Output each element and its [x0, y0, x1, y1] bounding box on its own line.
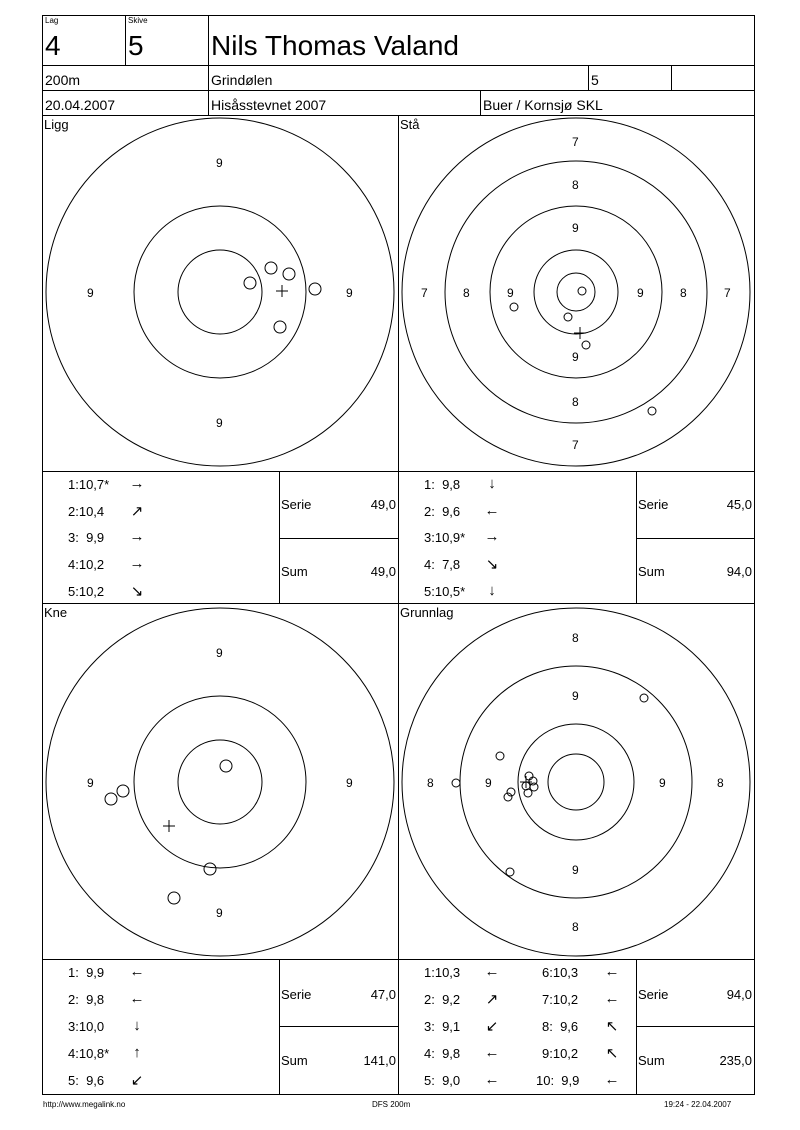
- shot-hole: [274, 321, 286, 333]
- footer-url[interactable]: http://www.megalink.no: [43, 1100, 126, 1109]
- arrow-west-icon: ←: [484, 963, 500, 980]
- ring-label: 9: [572, 689, 579, 703]
- arrow-west-icon: ←: [129, 990, 145, 1007]
- serie-label: Serie: [281, 497, 312, 512]
- serie-value: 45,0: [726, 497, 752, 512]
- shot-score: 9:10,2: [542, 1046, 579, 1061]
- serie-label: Serie: [281, 987, 312, 1002]
- skive-label: Skive: [128, 16, 148, 25]
- sum-label: Sum: [281, 1053, 308, 1068]
- shot-hole: [117, 785, 129, 797]
- shot-score: 4:10,2: [68, 557, 105, 572]
- ring-label: 7: [421, 286, 428, 300]
- serie-value: 49,0: [370, 497, 396, 512]
- ring-label: 9: [216, 156, 223, 170]
- arrow-west-icon: ←: [129, 963, 145, 980]
- event-name: Hisåsstevnet 2007: [211, 97, 327, 113]
- sum-value: 235,0: [719, 1053, 752, 1068]
- ring-label: 9: [485, 776, 492, 790]
- shot-score: 3: 9,1: [424, 1019, 461, 1034]
- ring-label: 8: [680, 286, 687, 300]
- ring-label: 9: [346, 286, 353, 300]
- shot-score: 4: 7,8: [424, 557, 461, 572]
- shot-score: 3: 9,9: [68, 530, 105, 545]
- arrow-west-icon: ←: [604, 1071, 620, 1088]
- arrow-northeast-icon: ↗: [130, 503, 144, 520]
- lag-label: Lag: [45, 16, 59, 25]
- shot-hole: [265, 262, 277, 274]
- shot-hole: [640, 694, 648, 702]
- sum-value: 49,0: [370, 564, 396, 579]
- shot-hole: [524, 789, 532, 797]
- shot-score: 2: 9,8: [68, 992, 105, 1007]
- shot-score: 3:10,9*: [424, 530, 466, 545]
- shot-hole: [510, 303, 518, 311]
- arrow-southwest-icon: ↙: [485, 1018, 499, 1035]
- ring-label: 8: [717, 776, 724, 790]
- shot-score: 4:10,8*: [68, 1046, 110, 1061]
- sum-value: 94,0: [726, 564, 752, 579]
- serie-value: 94,0: [726, 987, 752, 1002]
- ring-label: 9: [572, 863, 579, 877]
- ring-label: 7: [724, 286, 731, 300]
- ring-label: 9: [216, 416, 223, 430]
- panel-title-sta: Stå: [400, 117, 420, 132]
- shot-score: 2:10,4: [68, 504, 105, 519]
- footer-program: DFS 200m: [372, 1100, 411, 1109]
- shot-score: 1: 9,9: [68, 965, 105, 980]
- target-grunnlag: [402, 608, 750, 956]
- ring-label: 9: [87, 776, 94, 790]
- shot-score: 3:10,0: [68, 1019, 105, 1034]
- arrow-east-icon: →: [129, 528, 145, 545]
- shot-score: 6:10,3: [542, 965, 579, 980]
- shot-hole: [648, 407, 656, 415]
- shot-score: 2: 9,2: [424, 992, 461, 1007]
- shot-hole: [452, 779, 460, 787]
- shot-hole: [564, 313, 572, 321]
- arrow-east-icon: →: [129, 555, 145, 572]
- ring-label: 8: [572, 395, 579, 409]
- panel-title-kne: Kne: [44, 605, 68, 620]
- ring-label: 7: [572, 135, 579, 149]
- target-kne: [46, 608, 394, 956]
- arrow-west-icon: ←: [604, 990, 620, 1007]
- shot-score: 1: 9,8: [424, 477, 461, 492]
- arrow-west-icon: ←: [484, 1044, 500, 1061]
- arrow-southeast-icon: ↘: [130, 583, 144, 600]
- sum-label: Sum: [638, 1053, 665, 1068]
- serie-label: Serie: [638, 497, 669, 512]
- shot-score: 7:10,2: [542, 992, 579, 1007]
- arrow-east-icon: →: [484, 528, 500, 545]
- arrow-south-icon: ↓: [133, 1017, 141, 1034]
- ring-label: 8: [572, 178, 579, 192]
- shot-hole: [204, 863, 216, 875]
- ring-label: 8: [427, 776, 434, 790]
- shot-hole: [220, 760, 232, 772]
- sum-label: Sum: [638, 564, 665, 579]
- shot-score: 5: 9,6: [68, 1073, 105, 1088]
- serie-label: Serie: [638, 987, 669, 1002]
- arrow-east-icon: →: [129, 475, 145, 492]
- ring-label: 8: [572, 920, 579, 934]
- date: 20.04.2007: [45, 97, 116, 113]
- ring-label: 8: [572, 631, 579, 645]
- arrow-northwest-icon: ↖: [605, 1018, 619, 1035]
- lag-number: 4: [45, 30, 61, 61]
- shot-score: 8: 9,6: [542, 1019, 579, 1034]
- footer-timestamp: 19:24 - 22.04.2007: [664, 1100, 732, 1109]
- arrow-southwest-icon: ↙: [130, 1072, 144, 1089]
- shot-hole: [283, 268, 295, 280]
- ring-label: 9: [572, 221, 579, 235]
- sum-label: Sum: [281, 564, 308, 579]
- shooter-name: Nils Thomas Valand: [211, 30, 459, 61]
- ring-label: 9: [572, 350, 579, 364]
- shot-hole: [578, 287, 586, 295]
- shot-hole: [506, 868, 514, 876]
- shot-score: 5:10,2: [68, 584, 105, 599]
- arrow-south-icon: ↓: [488, 582, 496, 599]
- shot-score: 1:10,3: [424, 965, 461, 980]
- target-sta: [402, 118, 750, 466]
- ring-label: 9: [346, 776, 353, 790]
- distance: 200m: [45, 72, 81, 88]
- arrow-west-icon: ←: [484, 1071, 500, 1088]
- shot-hole: [496, 752, 504, 760]
- ring-label: 9: [637, 286, 644, 300]
- ring-label: 9: [216, 906, 223, 920]
- ring-label: 8: [463, 286, 470, 300]
- arrow-west-icon: ←: [604, 963, 620, 980]
- shot-score: 4: 9,8: [424, 1046, 461, 1061]
- shot-hole: [582, 341, 590, 349]
- shot-hole: [244, 277, 256, 289]
- panel-title-ligg: Ligg: [44, 117, 69, 132]
- range-name: Grindølen: [211, 72, 273, 88]
- shot-score: 2: 9,6: [424, 504, 461, 519]
- shot-score: 5:10,5*: [424, 584, 466, 599]
- shot-score: 1:10,7*: [68, 477, 110, 492]
- arrow-north-icon: ↑: [133, 1044, 141, 1061]
- target-ligg: [46, 118, 394, 466]
- club-name: Buer / Kornsjø SKL: [483, 97, 603, 113]
- skive-number: 5: [128, 30, 144, 61]
- ring-label: 7: [572, 438, 579, 452]
- lane-number: 5: [591, 72, 599, 88]
- arrow-south-icon: ↓: [488, 475, 496, 492]
- arrow-northeast-icon: ↗: [485, 991, 499, 1008]
- ring-label: 9: [87, 286, 94, 300]
- ring-label: 9: [507, 286, 514, 300]
- arrow-west-icon: ←: [484, 502, 500, 519]
- serie-value: 47,0: [370, 987, 396, 1002]
- ring-label: 9: [216, 646, 223, 660]
- shot-hole: [530, 783, 538, 791]
- shot-score: 10: 9,9: [536, 1073, 580, 1088]
- arrow-southeast-icon: ↘: [485, 556, 499, 573]
- arrow-northwest-icon: ↖: [605, 1045, 619, 1062]
- shot-score: 5: 9,0: [424, 1073, 461, 1088]
- ring-label: 9: [659, 776, 666, 790]
- shot-hole: [105, 793, 117, 805]
- shot-hole: [309, 283, 321, 295]
- shot-hole: [168, 892, 180, 904]
- panel-title-grunnlag: Grunnlag: [400, 605, 454, 620]
- sum-value: 141,0: [363, 1053, 396, 1068]
